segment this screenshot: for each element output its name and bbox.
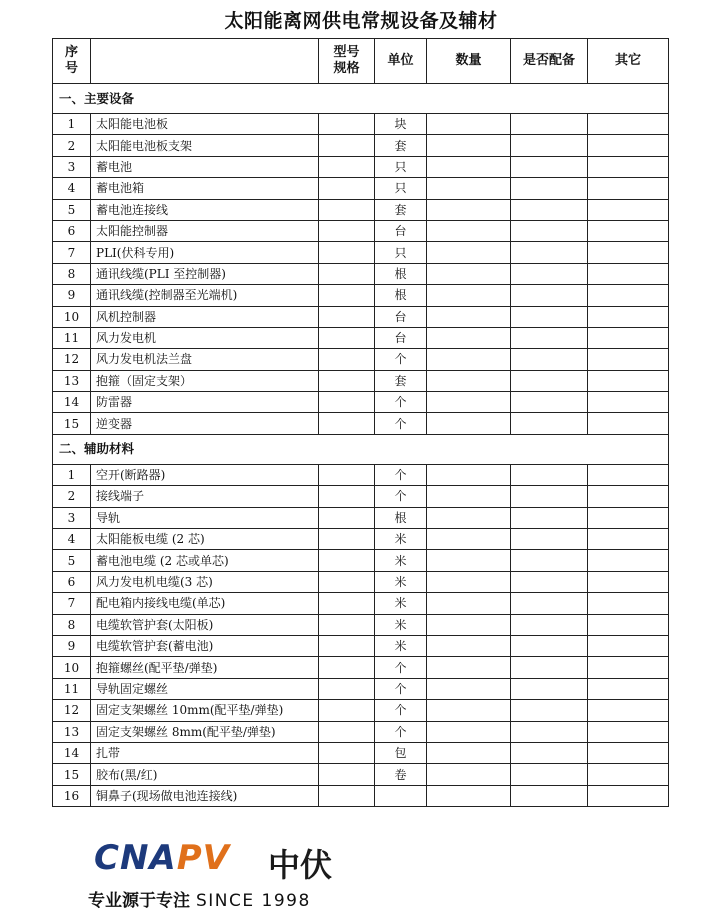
row-number: 4 <box>53 178 91 199</box>
unit-cell: 米 <box>375 529 427 550</box>
configured-cell <box>511 721 588 742</box>
item-name: 固定支架螺丝 10mm(配平垫/弹垫) <box>91 700 319 721</box>
other-cell <box>588 199 669 220</box>
table-row <box>53 178 669 199</box>
table-row <box>53 721 669 742</box>
model-cell <box>319 657 375 678</box>
item-name: 风机控制器 <box>91 306 319 327</box>
qty-cell <box>427 785 511 806</box>
table-row <box>53 571 669 592</box>
model-cell <box>319 263 375 284</box>
qty-cell <box>427 156 511 177</box>
configured-cell <box>511 464 588 485</box>
table-row <box>53 657 669 678</box>
item-name: 胶布(黑/红) <box>91 764 319 785</box>
row-number: 15 <box>53 413 91 434</box>
table-row <box>53 464 669 485</box>
row-number: 11 <box>53 678 91 699</box>
configured-cell <box>511 614 588 635</box>
configured-cell <box>511 370 588 391</box>
configured-cell <box>511 742 588 763</box>
qty-cell <box>427 392 511 413</box>
qty-cell <box>427 220 511 241</box>
configured-cell <box>511 657 588 678</box>
item-name: 导轨固定螺丝 <box>91 678 319 699</box>
item-name: 太阳能控制器 <box>91 220 319 241</box>
table-row <box>53 327 669 348</box>
other-cell <box>588 306 669 327</box>
row-number: 1 <box>53 114 91 135</box>
table-row <box>53 413 669 434</box>
row-number: 13 <box>53 721 91 742</box>
table-row <box>53 635 669 656</box>
header-no: 序号 <box>53 39 91 84</box>
configured-cell <box>511 135 588 156</box>
other-cell <box>588 742 669 763</box>
logo-since: SINCE 1998 <box>196 891 311 911</box>
qty-cell <box>427 464 511 485</box>
qty-cell <box>427 327 511 348</box>
other-cell <box>588 635 669 656</box>
row-number: 5 <box>53 550 91 571</box>
row-number: 14 <box>53 742 91 763</box>
unit-cell: 套 <box>375 370 427 391</box>
table-row <box>53 678 669 699</box>
qty-cell <box>427 349 511 370</box>
qty-cell <box>427 486 511 507</box>
item-name: 固定支架螺丝 8mm(配平垫/弹垫) <box>91 721 319 742</box>
configured-cell <box>511 263 588 284</box>
other-cell <box>588 486 669 507</box>
configured-cell <box>511 220 588 241</box>
row-number: 3 <box>53 507 91 528</box>
unit-cell: 套 <box>375 135 427 156</box>
configured-cell <box>511 764 588 785</box>
configured-cell <box>511 242 588 263</box>
item-name: 逆变器 <box>91 413 319 434</box>
other-cell <box>588 242 669 263</box>
section-label: 二、辅助材料 <box>53 434 669 464</box>
unit-cell: 个 <box>375 721 427 742</box>
unit-cell: 根 <box>375 507 427 528</box>
table-row <box>53 263 669 284</box>
other-cell <box>588 114 669 135</box>
unit-cell: 个 <box>375 392 427 413</box>
table-body <box>53 84 669 807</box>
model-cell <box>319 550 375 571</box>
item-name: 蓄电池连接线 <box>91 199 319 220</box>
table-row <box>53 700 669 721</box>
unit-cell: 只 <box>375 156 427 177</box>
row-number: 1 <box>53 464 91 485</box>
other-cell <box>588 349 669 370</box>
item-name: 通讯线缆(控制器至光端机) <box>91 285 319 306</box>
item-name: 太阳能板电缆 (2 芯) <box>91 529 319 550</box>
model-cell <box>319 700 375 721</box>
configured-cell <box>511 678 588 699</box>
configured-cell <box>511 349 588 370</box>
row-number: 8 <box>53 614 91 635</box>
item-name: 通讯线缆(PLI 至控制器) <box>91 263 319 284</box>
table-row <box>53 135 669 156</box>
qty-cell <box>427 635 511 656</box>
header-configured: 是否配备 <box>511 39 588 84</box>
other-cell <box>588 156 669 177</box>
unit-cell: 米 <box>375 571 427 592</box>
row-number: 6 <box>53 571 91 592</box>
item-name: 蓄电池 <box>91 156 319 177</box>
table-row <box>53 529 669 550</box>
row-number: 9 <box>53 285 91 306</box>
item-name: 太阳能电池板 <box>91 114 319 135</box>
other-cell <box>588 614 669 635</box>
unit-cell: 个 <box>375 700 427 721</box>
item-name: 抱箍（固定支架） <box>91 370 319 391</box>
unit-cell: 个 <box>375 486 427 507</box>
logo-mark <box>94 838 230 878</box>
item-name: 电缆软管护套(太阳板) <box>91 614 319 635</box>
other-cell <box>588 263 669 284</box>
model-cell <box>319 593 375 614</box>
item-name: 电缆软管护套(蓄电池) <box>91 635 319 656</box>
unit-cell: 个 <box>375 678 427 699</box>
other-cell <box>588 721 669 742</box>
qty-cell <box>427 678 511 699</box>
table-row <box>53 392 669 413</box>
item-name: 防雷器 <box>91 392 319 413</box>
table-row <box>53 349 669 370</box>
configured-cell <box>511 156 588 177</box>
unit-cell: 卷 <box>375 764 427 785</box>
configured-cell <box>511 199 588 220</box>
unit-cell: 个 <box>375 464 427 485</box>
item-name: 风力发电机 <box>91 327 319 348</box>
item-name: PLI(伏科专用) <box>91 242 319 263</box>
unit-cell: 只 <box>375 242 427 263</box>
qty-cell <box>427 700 511 721</box>
configured-cell <box>511 178 588 199</box>
row-number: 12 <box>53 700 91 721</box>
row-number: 2 <box>53 486 91 507</box>
table-row <box>53 220 669 241</box>
table-row <box>53 614 669 635</box>
section-row <box>53 84 669 114</box>
qty-cell <box>427 242 511 263</box>
qty-cell <box>427 764 511 785</box>
configured-cell <box>511 413 588 434</box>
model-cell <box>319 464 375 485</box>
item-name: 铜鼻子(现场做电池连接线) <box>91 785 319 806</box>
unit-cell: 包 <box>375 742 427 763</box>
table-row <box>53 156 669 177</box>
model-cell <box>319 306 375 327</box>
unit-cell: 块 <box>375 114 427 135</box>
model-cell <box>319 135 375 156</box>
other-cell <box>588 657 669 678</box>
row-number: 15 <box>53 764 91 785</box>
configured-cell <box>511 571 588 592</box>
unit-cell: 个 <box>375 349 427 370</box>
row-number: 16 <box>53 785 91 806</box>
item-name: 蓄电池箱 <box>91 178 319 199</box>
model-cell <box>319 242 375 263</box>
table-row <box>53 370 669 391</box>
model-cell <box>319 392 375 413</box>
unit-cell: 米 <box>375 593 427 614</box>
configured-cell <box>511 529 588 550</box>
qty-cell <box>427 614 511 635</box>
other-cell <box>588 392 669 413</box>
qty-cell <box>427 263 511 284</box>
qty-cell <box>427 742 511 763</box>
table-row <box>53 486 669 507</box>
item-name: 配电箱内接线电缆(单芯) <box>91 593 319 614</box>
unit-cell: 个 <box>375 657 427 678</box>
model-cell <box>319 678 375 699</box>
unit-cell: 台 <box>375 306 427 327</box>
model-cell <box>319 178 375 199</box>
row-number: 6 <box>53 220 91 241</box>
unit-cell: 米 <box>375 635 427 656</box>
header-unit: 单位 <box>375 39 427 84</box>
model-cell <box>319 156 375 177</box>
row-number: 12 <box>53 349 91 370</box>
qty-cell <box>427 507 511 528</box>
configured-cell <box>511 700 588 721</box>
row-number: 9 <box>53 635 91 656</box>
table-row <box>53 785 669 806</box>
other-cell <box>588 413 669 434</box>
item-name: 扎带 <box>91 742 319 763</box>
configured-cell <box>511 327 588 348</box>
configured-cell <box>511 635 588 656</box>
configured-cell <box>511 593 588 614</box>
other-cell <box>588 678 669 699</box>
model-cell <box>319 635 375 656</box>
equipment-table <box>52 38 669 807</box>
item-name: 接线端子 <box>91 486 319 507</box>
item-name: 风力发电机电缆(3 芯) <box>91 571 319 592</box>
unit-cell: 只 <box>375 178 427 199</box>
other-cell <box>588 464 669 485</box>
unit-cell: 台 <box>375 220 427 241</box>
row-number: 3 <box>53 156 91 177</box>
model-cell <box>319 764 375 785</box>
qty-cell <box>427 571 511 592</box>
table-row <box>53 242 669 263</box>
model-cell <box>319 285 375 306</box>
header-qty: 数量 <box>427 39 511 84</box>
configured-cell <box>511 785 588 806</box>
model-cell <box>319 742 375 763</box>
model-cell <box>319 785 375 806</box>
item-name: 空开(断路器) <box>91 464 319 485</box>
qty-cell <box>427 178 511 199</box>
unit-cell: 根 <box>375 263 427 284</box>
configured-cell <box>511 392 588 413</box>
table-row <box>53 550 669 571</box>
unit-cell: 台 <box>375 327 427 348</box>
model-cell <box>319 413 375 434</box>
unit-cell: 根 <box>375 285 427 306</box>
row-number: 4 <box>53 529 91 550</box>
table-row <box>53 742 669 763</box>
item-name: 太阳能电池板支架 <box>91 135 319 156</box>
qty-cell <box>427 370 511 391</box>
configured-cell <box>511 550 588 571</box>
row-number: 11 <box>53 327 91 348</box>
qty-cell <box>427 657 511 678</box>
model-cell <box>319 614 375 635</box>
table-row <box>53 114 669 135</box>
qty-cell <box>427 721 511 742</box>
row-number: 10 <box>53 657 91 678</box>
other-cell <box>588 529 669 550</box>
table-row <box>53 306 669 327</box>
header-model: 型号规格 <box>319 39 375 84</box>
row-number: 13 <box>53 370 91 391</box>
company-logo <box>88 838 358 911</box>
other-cell <box>588 550 669 571</box>
qty-cell <box>427 529 511 550</box>
other-cell <box>588 785 669 806</box>
table-row <box>53 593 669 614</box>
document-title: 太阳能离网供电常规设备及辅材 <box>224 10 498 32</box>
qty-cell <box>427 593 511 614</box>
section-row <box>53 434 669 464</box>
other-cell <box>588 700 669 721</box>
other-cell <box>588 285 669 306</box>
other-cell <box>588 764 669 785</box>
qty-cell <box>427 285 511 306</box>
model-cell <box>319 721 375 742</box>
configured-cell <box>511 507 588 528</box>
qty-cell <box>427 199 511 220</box>
unit-cell: 米 <box>375 550 427 571</box>
model-cell <box>319 199 375 220</box>
configured-cell <box>511 285 588 306</box>
row-number: 2 <box>53 135 91 156</box>
other-cell <box>588 220 669 241</box>
other-cell <box>588 370 669 391</box>
section-label: 一、主要设备 <box>53 84 669 114</box>
logo-slogan: 专业源于专注 <box>88 891 190 911</box>
row-number: 7 <box>53 593 91 614</box>
unit-cell: 个 <box>375 413 427 434</box>
table-row <box>53 285 669 306</box>
table-header-row <box>53 39 669 84</box>
qty-cell <box>427 550 511 571</box>
table-row <box>53 199 669 220</box>
logo-tagline <box>88 886 311 911</box>
model-cell <box>319 571 375 592</box>
unit-cell <box>375 785 427 806</box>
row-number: 10 <box>53 306 91 327</box>
row-number: 14 <box>53 392 91 413</box>
configured-cell <box>511 486 588 507</box>
qty-cell <box>427 114 511 135</box>
row-number: 7 <box>53 242 91 263</box>
configured-cell <box>511 114 588 135</box>
table-row <box>53 764 669 785</box>
other-cell <box>588 135 669 156</box>
model-cell <box>319 507 375 528</box>
model-cell <box>319 370 375 391</box>
header-name <box>91 39 319 84</box>
unit-cell: 米 <box>375 614 427 635</box>
item-name: 风力发电机法兰盘 <box>91 349 319 370</box>
logo-mark-cna: CNA <box>94 838 177 878</box>
configured-cell <box>511 306 588 327</box>
item-name: 蓄电池电缆 (2 芯或单芯) <box>91 550 319 571</box>
logo-chinese-name: 中伏 <box>268 846 333 884</box>
other-cell <box>588 327 669 348</box>
header-other: 其它 <box>588 39 669 84</box>
logo-mark-pv: PV <box>176 838 230 878</box>
other-cell <box>588 507 669 528</box>
table-row <box>53 507 669 528</box>
qty-cell <box>427 413 511 434</box>
other-cell <box>588 571 669 592</box>
other-cell <box>588 178 669 199</box>
item-name: 导轨 <box>91 507 319 528</box>
qty-cell <box>427 306 511 327</box>
row-number: 8 <box>53 263 91 284</box>
item-name: 抱箍螺丝(配平垫/弹垫) <box>91 657 319 678</box>
model-cell <box>319 220 375 241</box>
model-cell <box>319 486 375 507</box>
model-cell <box>319 327 375 348</box>
qty-cell <box>427 135 511 156</box>
model-cell <box>319 529 375 550</box>
model-cell <box>319 114 375 135</box>
unit-cell: 套 <box>375 199 427 220</box>
row-number: 5 <box>53 199 91 220</box>
model-cell <box>319 349 375 370</box>
other-cell <box>588 593 669 614</box>
